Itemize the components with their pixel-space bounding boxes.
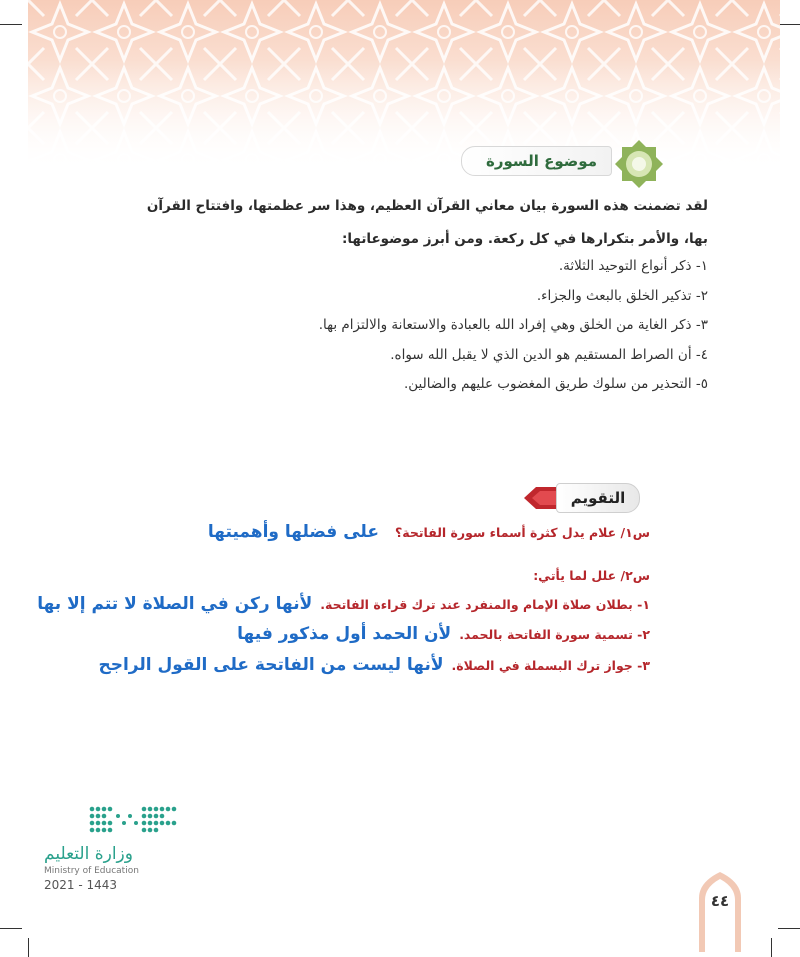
ministry-dots-icon xyxy=(88,804,184,834)
ministry-logo xyxy=(44,800,184,900)
crop-mark xyxy=(0,928,22,929)
question-2-item-prompt: ٢- تسمية سورة الفاتحة بالحمد. xyxy=(459,627,650,642)
crop-mark xyxy=(0,24,22,25)
ministry-name-ar: وزارة التعليم xyxy=(44,844,133,864)
question-1-text: س١/ علام يدل كثرة أسماء سورة الفاتحة؟ xyxy=(395,525,650,540)
intro-line: لقد تضمنت هذه السورة بيان معاني القرآن العظيم، وهذا سر عظمتها، وافتتاح القرآن xyxy=(146,198,708,214)
list-item: ٤- أن الصراط المستقيم هو الدين الذي لا يقبل الله سواه. xyxy=(390,346,708,363)
intro-paragraph xyxy=(108,190,708,256)
evaluation-title: التقويم xyxy=(556,483,640,513)
question-2-item-answer: لأن الحمد أول مذكور فيها xyxy=(237,624,452,644)
question-2-item-answer: لأنها ليست من الفاتحة على القول الراجح xyxy=(98,655,444,675)
topics-list xyxy=(88,252,708,400)
ministry-name-en: Ministry of Education xyxy=(44,866,139,876)
question-2-title: س٢/ علل لما يأتي: xyxy=(533,568,650,583)
crop-mark xyxy=(771,938,772,957)
octagon-badge-icon xyxy=(613,138,665,190)
section-title: موضوع السورة xyxy=(461,146,612,176)
edition-years: 2021 - 1443 xyxy=(44,878,118,892)
question-2-item xyxy=(237,624,650,644)
question-1-answer: على فضلها وأهميتها xyxy=(207,522,379,542)
list-item: ٢- تذكير الخلق بالبعث والجزاء. xyxy=(536,287,708,304)
intro-line: بها، والأمر بتكرارها في كل ركعة. ومن أبرز موضوعاتها: xyxy=(341,231,708,247)
question-2-item-prompt: ٣- جواز ترك البسملة في الصلاة. xyxy=(451,658,650,673)
list-item: ١- ذكر أنواع التوحيد الثلاثة. xyxy=(558,258,708,274)
question-2-item-prompt: ١- بطلان صلاة الإمام والمنفرد عند ترك قراءة الفاتحة. xyxy=(320,597,650,612)
question-2-item xyxy=(98,655,650,675)
decorative-header-pattern xyxy=(28,0,780,172)
question-2-item xyxy=(37,594,650,614)
page-number: ٤٤ xyxy=(710,892,730,910)
question-2-item-answer: لأنها ركن في الصلاة لا تتم إلا بها xyxy=(37,594,313,614)
crop-mark xyxy=(778,24,800,25)
question-1 xyxy=(208,522,650,542)
crop-mark xyxy=(28,938,29,957)
crop-mark xyxy=(778,928,800,929)
page-number-frame xyxy=(697,870,743,952)
list-item: ٥- التحذير من سلوك طريق المغضوب عليهم والضالين. xyxy=(403,376,708,392)
list-item: ٣- ذكر الغاية من الخلق وهي إفراد الله بالعبادة والاستعانة والالتزام بها. xyxy=(318,317,708,333)
